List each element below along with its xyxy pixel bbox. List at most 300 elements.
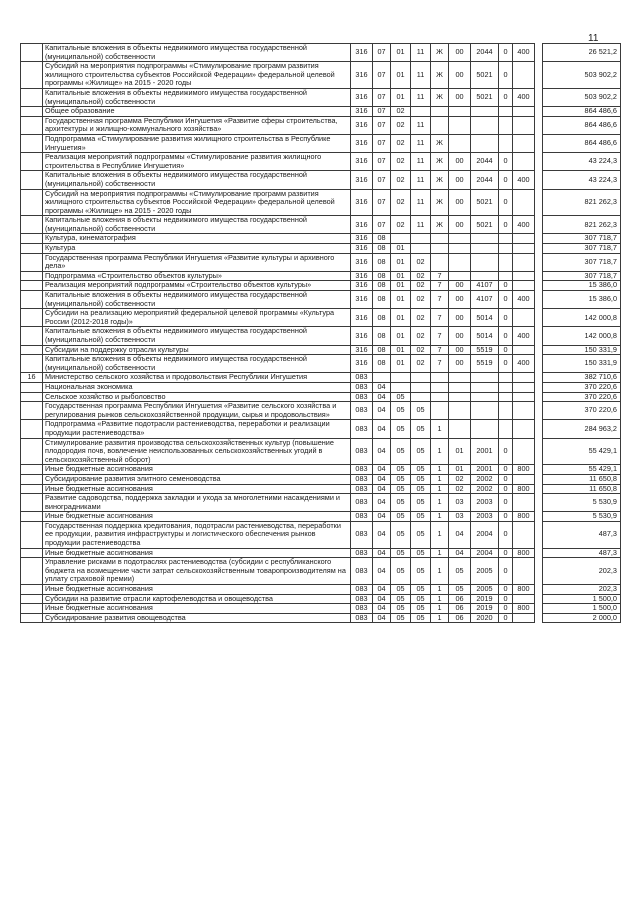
section-code-cell: 04 bbox=[373, 474, 391, 484]
expense-type-cell bbox=[513, 474, 535, 484]
amount-cell: 150 331,9 bbox=[543, 345, 621, 355]
section-code-cell: 08 bbox=[373, 281, 391, 291]
subprogram-code-cell: 7 bbox=[431, 355, 449, 373]
ministry-code-cell: 316 bbox=[351, 153, 373, 171]
row-number-cell bbox=[21, 291, 43, 309]
ministry-code-cell: 316 bbox=[351, 281, 373, 291]
item-name-cell: Иные бюджетные ассигнования bbox=[43, 604, 351, 614]
expense-type-cell: 800 bbox=[513, 585, 535, 595]
row-number-cell bbox=[21, 253, 43, 271]
spacer-cell bbox=[535, 327, 543, 345]
expense-type-cell: 800 bbox=[513, 548, 535, 558]
row-number-cell bbox=[21, 594, 43, 604]
section-code-cell: 07 bbox=[373, 153, 391, 171]
section-code-cell: 04 bbox=[373, 382, 391, 392]
amount-cell: 15 386,0 bbox=[543, 281, 621, 291]
item-name-cell: Реализация мероприятий подпрограммы «Стимулирование развития жилищного строительства в Республике Ингушетия» bbox=[43, 153, 351, 171]
row-number-cell bbox=[21, 88, 43, 106]
flag-code-cell: 0 bbox=[499, 62, 513, 89]
direction-code-cell: 2003 bbox=[471, 494, 499, 512]
table-row bbox=[21, 189, 621, 216]
ministry-code-cell: 083 bbox=[351, 585, 373, 595]
program-code-cell: 05 bbox=[411, 594, 431, 604]
direction-code-cell bbox=[471, 373, 499, 383]
direction-code-cell: 2044 bbox=[471, 44, 499, 62]
section-code-cell: 04 bbox=[373, 392, 391, 402]
item-name-cell: Субсидирование развития овощеводства bbox=[43, 613, 351, 623]
flag-code-cell bbox=[499, 382, 513, 392]
spacer-cell bbox=[535, 438, 543, 465]
table-row bbox=[21, 373, 621, 383]
program-code-cell: 11 bbox=[411, 153, 431, 171]
event-code-cell bbox=[449, 244, 471, 254]
program-code-cell bbox=[411, 244, 431, 254]
row-number-cell bbox=[21, 345, 43, 355]
section-code-cell: 04 bbox=[373, 594, 391, 604]
amount-cell: 370 220,6 bbox=[543, 392, 621, 402]
direction-code-cell bbox=[471, 382, 499, 392]
spacer-cell bbox=[535, 512, 543, 522]
section-code-cell: 08 bbox=[373, 244, 391, 254]
section-code-cell: 08 bbox=[373, 271, 391, 281]
amount-cell: 821 262,3 bbox=[543, 189, 621, 216]
ministry-code-cell: 083 bbox=[351, 420, 373, 438]
direction-code-cell: 2005 bbox=[471, 585, 499, 595]
program-code-cell: 11 bbox=[411, 44, 431, 62]
direction-code-cell: 2020 bbox=[471, 613, 499, 623]
spacer-cell bbox=[535, 88, 543, 106]
row-number-cell bbox=[21, 216, 43, 234]
table-row bbox=[21, 484, 621, 494]
flag-code-cell: 0 bbox=[499, 512, 513, 522]
expense-type-cell bbox=[513, 281, 535, 291]
program-code-cell bbox=[411, 234, 431, 244]
table-row bbox=[21, 253, 621, 271]
row-number-cell bbox=[21, 327, 43, 345]
item-name-cell: Иные бюджетные ассигнования bbox=[43, 484, 351, 494]
flag-code-cell: 0 bbox=[499, 585, 513, 595]
subsection-code-cell: 01 bbox=[391, 271, 411, 281]
subsection-code-cell: 01 bbox=[391, 281, 411, 291]
row-number-cell bbox=[21, 234, 43, 244]
section-code-cell: 04 bbox=[373, 585, 391, 595]
program-code-cell: 11 bbox=[411, 88, 431, 106]
ministry-code-cell: 316 bbox=[351, 44, 373, 62]
ministry-code-cell: 316 bbox=[351, 234, 373, 244]
expense-type-cell bbox=[513, 234, 535, 244]
item-name-cell: Стимулирование развития производства сельскохозяйственных культур (повышение плодородия почв, вовлечение неиспользованных сельскохозяйственных угодий в сельскохозяйственный оборот) bbox=[43, 438, 351, 465]
subsection-code-cell: 05 bbox=[391, 604, 411, 614]
flag-code-cell: 0 bbox=[499, 604, 513, 614]
ministry-code-cell: 083 bbox=[351, 438, 373, 465]
program-code-cell: 05 bbox=[411, 474, 431, 484]
item-name-cell: Капитальные вложения в объекты недвижимого имущества государственной (муниципальной) собственности bbox=[43, 327, 351, 345]
direction-code-cell: 5021 bbox=[471, 189, 499, 216]
flag-code-cell bbox=[499, 402, 513, 420]
ministry-code-cell: 316 bbox=[351, 134, 373, 152]
ministry-code-cell: 316 bbox=[351, 116, 373, 134]
subprogram-code-cell: Ж bbox=[431, 44, 449, 62]
row-number-cell bbox=[21, 62, 43, 89]
item-name-cell: Капитальные вложения в объекты недвижимого имущества государственной (муниципальной) собственности bbox=[43, 355, 351, 373]
table-row bbox=[21, 345, 621, 355]
ministry-code-cell: 316 bbox=[351, 244, 373, 254]
subsection-code-cell: 01 bbox=[391, 345, 411, 355]
item-name-cell: Иные бюджетные ассигнования bbox=[43, 512, 351, 522]
expense-type-cell bbox=[513, 253, 535, 271]
program-code-cell: 02 bbox=[411, 271, 431, 281]
direction-code-cell bbox=[471, 271, 499, 281]
ministry-code-cell: 083 bbox=[351, 548, 373, 558]
amount-cell: 26 521,2 bbox=[543, 44, 621, 62]
spacer-cell bbox=[535, 585, 543, 595]
spacer-cell bbox=[535, 189, 543, 216]
section-code-cell: 07 bbox=[373, 107, 391, 117]
subprogram-code-cell: Ж bbox=[431, 171, 449, 189]
table-row bbox=[21, 512, 621, 522]
table-row bbox=[21, 521, 621, 548]
item-name-cell: Капитальные вложения в объекты недвижимого имущества государственной (муниципальной) собственности bbox=[43, 216, 351, 234]
subprogram-code-cell: 7 bbox=[431, 271, 449, 281]
item-name-cell: Культура, кинематография bbox=[43, 234, 351, 244]
direction-code-cell bbox=[471, 402, 499, 420]
direction-code-cell bbox=[471, 107, 499, 117]
subprogram-code-cell: Ж bbox=[431, 153, 449, 171]
spacer-cell bbox=[535, 484, 543, 494]
section-code-cell: 07 bbox=[373, 44, 391, 62]
amount-cell: 307 718,7 bbox=[543, 253, 621, 271]
event-code-cell: 03 bbox=[449, 494, 471, 512]
event-code-cell bbox=[449, 253, 471, 271]
expense-type-cell: 400 bbox=[513, 291, 535, 309]
row-number-cell bbox=[21, 281, 43, 291]
spacer-cell bbox=[535, 253, 543, 271]
amount-cell: 43 224,3 bbox=[543, 171, 621, 189]
program-code-cell: 02 bbox=[411, 281, 431, 291]
event-code-cell: 00 bbox=[449, 171, 471, 189]
direction-code-cell: 2004 bbox=[471, 548, 499, 558]
direction-code-cell: 5519 bbox=[471, 345, 499, 355]
amount-cell: 202,3 bbox=[543, 558, 621, 585]
event-code-cell: 02 bbox=[449, 474, 471, 484]
row-number-cell bbox=[21, 521, 43, 548]
section-code-cell: 04 bbox=[373, 494, 391, 512]
subprogram-code-cell: 1 bbox=[431, 484, 449, 494]
subprogram-code-cell: 7 bbox=[431, 327, 449, 345]
row-number-cell bbox=[21, 585, 43, 595]
section-code-cell bbox=[373, 373, 391, 383]
ministry-code-cell: 083 bbox=[351, 392, 373, 402]
spacer-cell bbox=[535, 613, 543, 623]
event-code-cell: 00 bbox=[449, 355, 471, 373]
direction-code-cell bbox=[471, 234, 499, 244]
subsection-code-cell: 05 bbox=[391, 494, 411, 512]
flag-code-cell bbox=[499, 392, 513, 402]
flag-code-cell: 0 bbox=[499, 44, 513, 62]
item-name-cell: Субсидий на мероприятия подпрограммы «Стимулирование программ развития жилищного строительства субъектов Российской Федерации» федеральной целевой программы «Жилище» на 2015 - 2020 годы bbox=[43, 62, 351, 89]
program-code-cell: 11 bbox=[411, 134, 431, 152]
flag-code-cell bbox=[499, 373, 513, 383]
subsection-code-cell: 05 bbox=[391, 585, 411, 595]
row-number-cell bbox=[21, 484, 43, 494]
spacer-cell bbox=[535, 594, 543, 604]
amount-cell: 1 500,0 bbox=[543, 594, 621, 604]
subprogram-code-cell: 1 bbox=[431, 465, 449, 475]
program-code-cell: 05 bbox=[411, 604, 431, 614]
ministry-code-cell: 316 bbox=[351, 253, 373, 271]
flag-code-cell: 0 bbox=[499, 438, 513, 465]
expense-type-cell bbox=[513, 594, 535, 604]
event-code-cell bbox=[449, 234, 471, 244]
expense-type-cell bbox=[513, 521, 535, 548]
amount-cell: 487,3 bbox=[543, 548, 621, 558]
event-code-cell: 04 bbox=[449, 548, 471, 558]
ministry-code-cell: 316 bbox=[351, 309, 373, 327]
flag-code-cell: 0 bbox=[499, 189, 513, 216]
spacer-cell bbox=[535, 244, 543, 254]
flag-code-cell: 0 bbox=[499, 465, 513, 475]
subsection-code-cell: 02 bbox=[391, 134, 411, 152]
subsection-code-cell: 01 bbox=[391, 355, 411, 373]
event-code-cell: 01 bbox=[449, 465, 471, 475]
direction-code-cell: 5021 bbox=[471, 88, 499, 106]
amount-cell: 142 000,8 bbox=[543, 309, 621, 327]
amount-cell: 142 000,8 bbox=[543, 327, 621, 345]
flag-code-cell: 0 bbox=[499, 474, 513, 484]
item-name-cell: Реализация мероприятий подпрограммы «Строительство объектов культуры» bbox=[43, 281, 351, 291]
event-code-cell bbox=[449, 420, 471, 438]
ministry-code-cell: 316 bbox=[351, 171, 373, 189]
subsection-code-cell: 05 bbox=[391, 438, 411, 465]
direction-code-cell bbox=[471, 244, 499, 254]
event-code-cell: 00 bbox=[449, 88, 471, 106]
subsection-code-cell: 01 bbox=[391, 44, 411, 62]
section-code-cell: 08 bbox=[373, 309, 391, 327]
row-number-cell bbox=[21, 494, 43, 512]
spacer-cell bbox=[535, 309, 543, 327]
subsection-code-cell: 01 bbox=[391, 327, 411, 345]
amount-cell: 370 220,6 bbox=[543, 382, 621, 392]
subsection-code-cell: 05 bbox=[391, 484, 411, 494]
direction-code-cell: 5021 bbox=[471, 216, 499, 234]
spacer-cell bbox=[535, 494, 543, 512]
item-name-cell: Субсидии на поддержку отрасли культуры bbox=[43, 345, 351, 355]
program-code-cell: 05 bbox=[411, 402, 431, 420]
event-code-cell: 00 bbox=[449, 153, 471, 171]
ministry-code-cell: 316 bbox=[351, 216, 373, 234]
event-code-cell bbox=[449, 392, 471, 402]
spacer-cell bbox=[535, 281, 543, 291]
spacer-cell bbox=[535, 216, 543, 234]
subprogram-code-cell bbox=[431, 402, 449, 420]
table-row bbox=[21, 558, 621, 585]
subprogram-code-cell: 1 bbox=[431, 548, 449, 558]
row-number-cell bbox=[21, 474, 43, 484]
section-code-cell: 04 bbox=[373, 420, 391, 438]
subsection-code-cell bbox=[391, 373, 411, 383]
spacer-cell bbox=[535, 153, 543, 171]
item-name-cell: Управление рисками в подотраслях растениеводства (субсидии с республиканского бюджета на возмещение части затрат сельскохозяйственным товаропроизводителям на уплату страховой премии) bbox=[43, 558, 351, 585]
expense-type-cell: 800 bbox=[513, 604, 535, 614]
program-code-cell: 11 bbox=[411, 116, 431, 134]
amount-cell: 503 902,2 bbox=[543, 62, 621, 89]
flag-code-cell: 0 bbox=[499, 355, 513, 373]
item-name-cell: Иные бюджетные ассигнования bbox=[43, 585, 351, 595]
subsection-code-cell: 05 bbox=[391, 512, 411, 522]
subsection-code-cell bbox=[391, 382, 411, 392]
table-body bbox=[21, 44, 621, 623]
row-number-cell bbox=[21, 171, 43, 189]
ministry-code-cell: 083 bbox=[351, 484, 373, 494]
spacer-cell bbox=[535, 402, 543, 420]
event-code-cell: 00 bbox=[449, 345, 471, 355]
event-code-cell: 00 bbox=[449, 309, 471, 327]
table-row bbox=[21, 594, 621, 604]
event-code-cell: 00 bbox=[449, 291, 471, 309]
subprogram-code-cell: 1 bbox=[431, 558, 449, 585]
subsection-code-cell: 05 bbox=[391, 521, 411, 548]
subprogram-code-cell bbox=[431, 253, 449, 271]
program-code-cell: 02 bbox=[411, 291, 431, 309]
flag-code-cell bbox=[499, 244, 513, 254]
subsection-code-cell: 02 bbox=[391, 107, 411, 117]
program-code-cell: 05 bbox=[411, 521, 431, 548]
spacer-cell bbox=[535, 521, 543, 548]
direction-code-cell: 2019 bbox=[471, 604, 499, 614]
item-name-cell: Государственная программа Республики Ингушетия «Развитие сельского хозяйства и регулирования рынков сельскохозяйственной продукции, сырья и продовольствия» bbox=[43, 402, 351, 420]
program-code-cell: 05 bbox=[411, 438, 431, 465]
amount-cell: 11 650,8 bbox=[543, 484, 621, 494]
item-name-cell: Иные бюджетные ассигнования bbox=[43, 465, 351, 475]
item-name-cell: Капитальные вложения в объекты недвижимого имущества государственной (муниципальной) собственности bbox=[43, 291, 351, 309]
direction-code-cell: 2004 bbox=[471, 521, 499, 548]
expense-type-cell bbox=[513, 309, 535, 327]
event-code-cell bbox=[449, 134, 471, 152]
subprogram-code-cell bbox=[431, 382, 449, 392]
row-number-cell bbox=[21, 613, 43, 623]
direction-code-cell bbox=[471, 134, 499, 152]
expense-type-cell: 400 bbox=[513, 171, 535, 189]
expense-type-cell bbox=[513, 373, 535, 383]
expense-type-cell bbox=[513, 402, 535, 420]
subprogram-code-cell: 1 bbox=[431, 420, 449, 438]
table-row bbox=[21, 291, 621, 309]
subsection-code-cell: 05 bbox=[391, 474, 411, 484]
table-row bbox=[21, 613, 621, 623]
table-row bbox=[21, 107, 621, 117]
ministry-code-cell: 083 bbox=[351, 373, 373, 383]
table-row bbox=[21, 153, 621, 171]
subprogram-code-cell: 1 bbox=[431, 613, 449, 623]
event-code-cell: 06 bbox=[449, 594, 471, 604]
program-code-cell: 05 bbox=[411, 512, 431, 522]
ministry-code-cell: 316 bbox=[351, 189, 373, 216]
item-name-cell: Национальная экономика bbox=[43, 382, 351, 392]
table-row bbox=[21, 44, 621, 62]
row-number-cell bbox=[21, 244, 43, 254]
program-code-cell bbox=[411, 107, 431, 117]
expense-type-cell bbox=[513, 438, 535, 465]
subsection-code-cell: 05 bbox=[391, 392, 411, 402]
program-code-cell: 05 bbox=[411, 465, 431, 475]
expense-type-cell: 800 bbox=[513, 484, 535, 494]
subprogram-code-cell: 7 bbox=[431, 291, 449, 309]
ministry-code-cell: 083 bbox=[351, 512, 373, 522]
subprogram-code-cell: 1 bbox=[431, 585, 449, 595]
event-code-cell: 00 bbox=[449, 62, 471, 89]
section-code-cell: 08 bbox=[373, 291, 391, 309]
spacer-cell bbox=[535, 171, 543, 189]
item-name-cell: Государственная программа Республики Ингушетия «Развитие сферы строительства, архитектуры и жилищно-коммунального хозяйства» bbox=[43, 116, 351, 134]
row-number-cell bbox=[21, 134, 43, 152]
flag-code-cell bbox=[499, 107, 513, 117]
flag-code-cell: 0 bbox=[499, 548, 513, 558]
subsection-code-cell: 02 bbox=[391, 116, 411, 134]
ministry-code-cell: 083 bbox=[351, 594, 373, 604]
subprogram-code-cell bbox=[431, 392, 449, 402]
expense-type-cell bbox=[513, 613, 535, 623]
direction-code-cell: 2002 bbox=[471, 474, 499, 484]
row-number-cell bbox=[21, 548, 43, 558]
row-number-cell bbox=[21, 382, 43, 392]
spacer-cell bbox=[535, 234, 543, 244]
subsection-code-cell bbox=[391, 234, 411, 244]
item-name-cell: Субсидии на развитие отрасли картофелеводства и овощеводства bbox=[43, 594, 351, 604]
expense-type-cell bbox=[513, 134, 535, 152]
table-row bbox=[21, 465, 621, 475]
event-code-cell: 00 bbox=[449, 327, 471, 345]
subprogram-code-cell bbox=[431, 373, 449, 383]
flag-code-cell: 0 bbox=[499, 494, 513, 512]
direction-code-cell: 2005 bbox=[471, 558, 499, 585]
ministry-code-cell: 316 bbox=[351, 271, 373, 281]
row-number-cell bbox=[21, 271, 43, 281]
amount-cell: 55 429,1 bbox=[543, 465, 621, 475]
section-code-cell: 08 bbox=[373, 234, 391, 244]
ministry-code-cell: 316 bbox=[351, 62, 373, 89]
page-number: 11 bbox=[588, 33, 599, 44]
subprogram-code-cell: Ж bbox=[431, 189, 449, 216]
amount-cell: 1 500,0 bbox=[543, 604, 621, 614]
flag-code-cell: 0 bbox=[499, 281, 513, 291]
expense-type-cell bbox=[513, 420, 535, 438]
subprogram-code-cell: 7 bbox=[431, 345, 449, 355]
subprogram-code-cell: Ж bbox=[431, 88, 449, 106]
row-number-cell bbox=[21, 558, 43, 585]
direction-code-cell: 5014 bbox=[471, 327, 499, 345]
section-code-cell: 08 bbox=[373, 327, 391, 345]
program-code-cell: 02 bbox=[411, 327, 431, 345]
section-code-cell: 04 bbox=[373, 521, 391, 548]
item-name-cell: Сельское хозяйство и рыболовство bbox=[43, 392, 351, 402]
item-name-cell: Капитальные вложения в объекты недвижимого имущества государственной (муниципальной) собственности bbox=[43, 44, 351, 62]
spacer-cell bbox=[535, 355, 543, 373]
subprogram-code-cell: 1 bbox=[431, 474, 449, 484]
section-code-cell: 08 bbox=[373, 345, 391, 355]
table-row bbox=[21, 438, 621, 465]
expense-type-cell bbox=[513, 558, 535, 585]
flag-code-cell: 0 bbox=[499, 613, 513, 623]
section-code-cell: 08 bbox=[373, 355, 391, 373]
spacer-cell bbox=[535, 474, 543, 484]
ministry-code-cell: 316 bbox=[351, 291, 373, 309]
section-code-cell: 07 bbox=[373, 216, 391, 234]
subsection-code-cell: 01 bbox=[391, 88, 411, 106]
program-code-cell: 05 bbox=[411, 494, 431, 512]
amount-cell: 503 902,2 bbox=[543, 88, 621, 106]
subprogram-code-cell: 7 bbox=[431, 281, 449, 291]
table-row bbox=[21, 604, 621, 614]
